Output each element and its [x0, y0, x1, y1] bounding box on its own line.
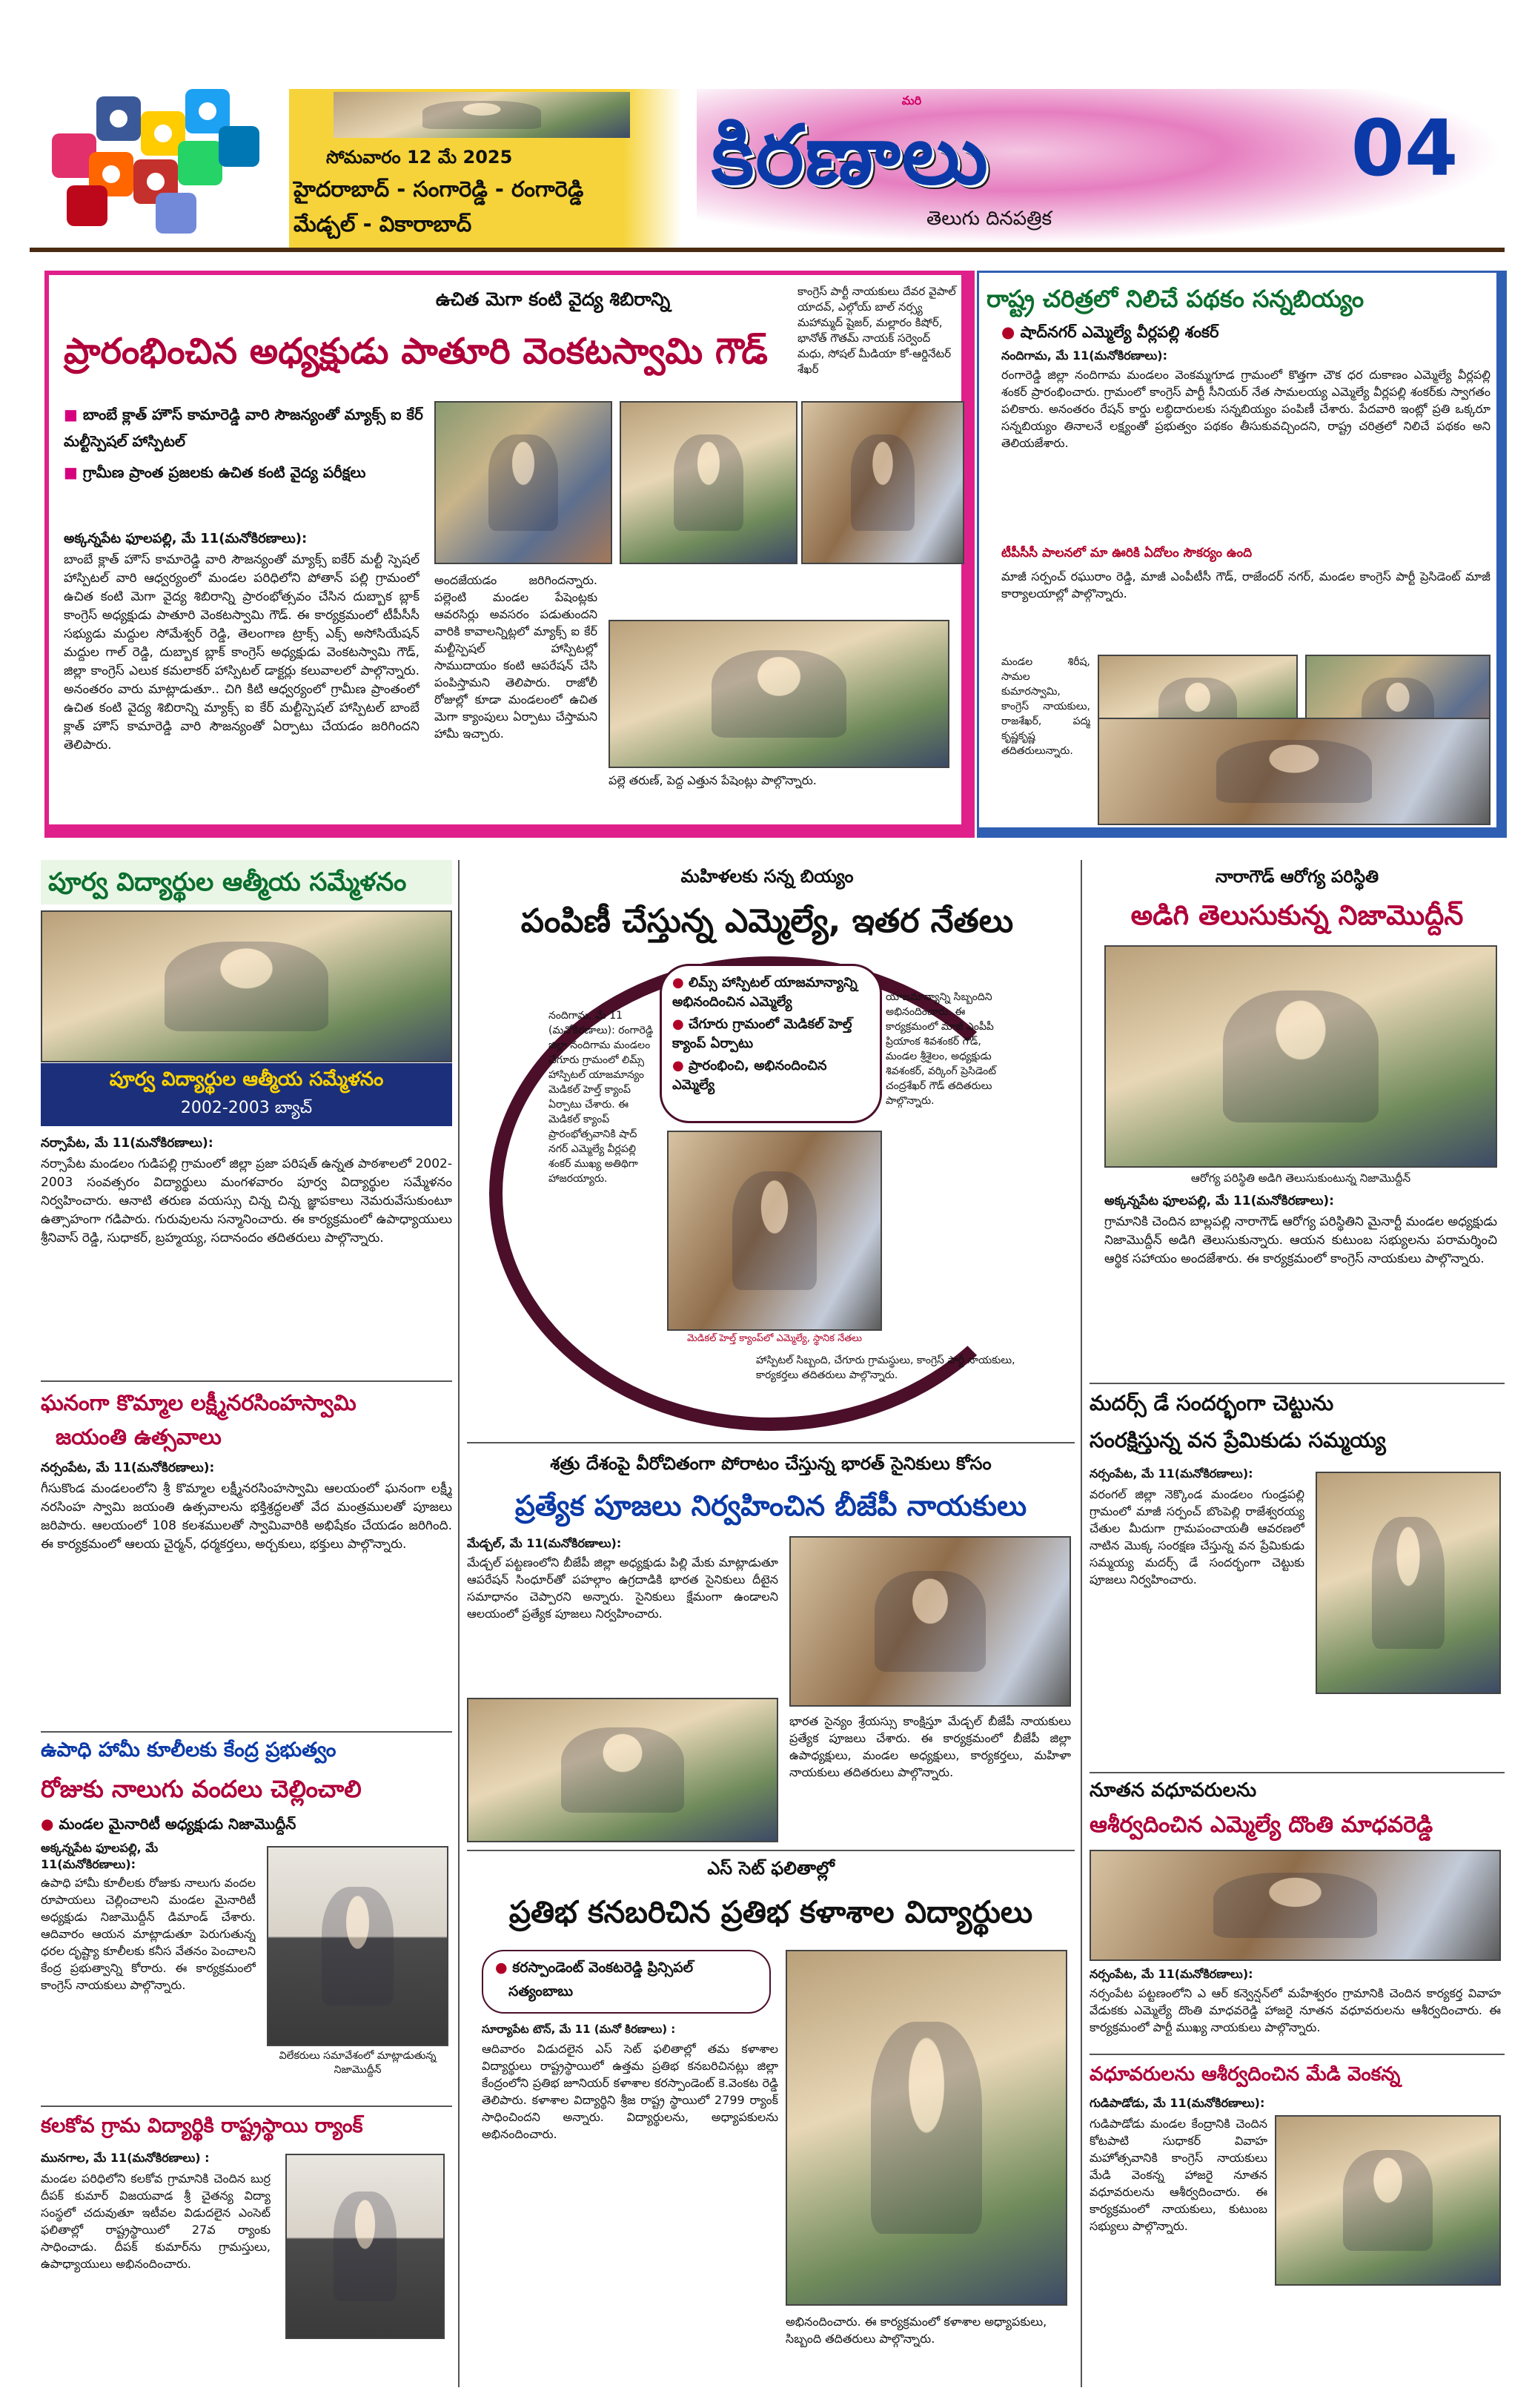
masthead-divider — [30, 248, 1505, 252]
bullet-item: ● చేగూరు గ్రామంలో మెడికల్ హెల్త్ క్యాంప్ ఏర్పాటు — [672, 1015, 869, 1054]
story-body: ఉపాధి హామీ కూలీలకు రోజుకు నాలుగు వందల రూపాయలు చెల్లించాలని మండల మైనారిటీ అధ్యక్షుడు నిజామొద్దీన్ డిమాండ్ చేశారు. ఆదివారం ఆయన మాట్లాడుతూ పెరుగుతున్న ధరల దృష్ట్యా కూలీలకు కనీస వేతనం పెంచాలని కేంద్ర ప్రభుత్వాన్ని కోరారు. ఈ కార్యక్రమంలో కాంగ్రెస్ నాయకులు పాల్గొన్నారు. — [41, 1876, 256, 1992]
dateline: అక్కన్నపేట ఫూలపల్లి, మే 11(మనోకిరణాలు): — [64, 531, 308, 546]
cityscape-photo — [334, 92, 630, 138]
story-body: గుడిపాడోడు మండల కేంద్రానికి చెందిన కోటపాటి సుధాకర్ వివాహ మహోత్సవానికి కాంగ్రెస్ నాయకులు మేడి వెంకన్న హాజరై నూతన వధూవరులను ఆశీర్వదించారు. ఈ కార్యక్రమంలో నాయకులు, కుటుంబ సభ్యులు పాల్గొన్నారు. — [1090, 2117, 1267, 2233]
social-media-cubes-icon — [44, 82, 267, 237]
story-college-results — [467, 1853, 1075, 2387]
story-nrega-wages — [41, 1735, 452, 2106]
story-fine-rice — [977, 271, 1507, 838]
column-rule — [1081, 860, 1082, 2387]
social-icons-graphic — [44, 82, 267, 237]
story-mla-blessing — [1090, 1776, 1505, 2054]
subhead-box — [482, 1950, 771, 2014]
story-body: నర్సంపేట పట్టణంలోని ఎ ఆర్ కన్వెన్షన్‌లో మహేశ్వరం గ్రామానికి చెందిన కార్యకర్త వివాహ వేడుకకు ఎమ్మెల్యే దొంతి మాధవరెడ్డి హాజరై నూతన వధూవరులను ఆశీర్వదించారు. ఈ కార్యక్రమంలో పార్టీ ముఖ్య నాయకులు పాల్గొన్నారు. — [1090, 1986, 1501, 2034]
story-eye-camp — [44, 271, 975, 838]
bullet-item: ■ బాంబే క్లాత్ హౌస్ కామారెడ్డి వారి సౌజన్యంతో మ్యాక్స్ ఐ కేర్ మల్టీస్పెషల్ హాస్పిటల్ — [64, 401, 427, 454]
story-side-text: కాంగ్రెస్ పార్టీ నాయకులు దేవర వైపాల్ యాదవ్, ఎల్గోయ్ బాల్ నర్స్య మహామ్మద్ షైజర్, మల్లారం కిషోర్, భానోత్ గౌతమ్ నాయక్ సర్వెంద్ మధు, సోషల్ మీడియా కో-ఆర్డినేటర్ శేఖర్ — [797, 285, 956, 376]
photo-caption: ఆరోగ్య పరిస్థితి అడిగి తెలుసుకుంటున్న నిజామొద్దీన్ — [1190, 1171, 1411, 1185]
newspaper-logo: కిరణాలు — [712, 108, 989, 202]
dateline: అక్కన్నపేట ఫూలపల్లి, మే 11(మనోకిరణాలు): — [41, 1841, 159, 1871]
story-body-left: నందిగామ, మే 11 (మనోకిరణాలు): రంగారెడ్డి జిల్లా నందిగామ మండలం చేగూరు గ్రామంలో లిమ్స్ హాస్పిటల్ యాజమాన్యం మెడికల్ హెల్త్ క్యాంప్ ఏర్పాటు చేశారు. ఈ మెడికల్ క్యాంప్ ప్రారంభోత్సవానికి షాద్ నగర్ ఎమ్మెల్యే వీర్లపల్లి శంకర్ ముఖ్య అతిథిగా హాజరయ్యారు. — [548, 1010, 654, 1185]
story-bjp-puja — [467, 1446, 1075, 1846]
story-temple-jayanthi — [41, 1386, 452, 1727]
photo-caption: విలేకరులు సమావేశంలో మాట్లాడుతున్న నిజామొద్దీన్ — [279, 2050, 437, 2076]
story-alumni — [41, 860, 452, 1379]
photo-alumni-group — [41, 910, 452, 1062]
row-rule — [41, 2106, 452, 2107]
story-body: బాంబే క్లాత్ హౌస్ కామారెడ్డి వారి సౌజన్యంతో మ్యాక్స్ ఐకేర్ మల్టీ స్పెషల్ హాస్పిటల్ వారి ఆధ్వర్యంలో మండల పరిధిలోని పోతాన్ పల్లి గ్రామంలో ఉచిత కంటి మెగా వైద్య శిబిరాన్ని ప్రారంభోత్సవం చేసిన దుబ్బాక బ్లాక్ కాంగ్రెస్ అధ్యక్షుడు పాతూరి వెంకటస్వామి గౌడ్. ఈ కార్యక్రమంలో టీపీసీసీ సభ్యుడు మద్దుల సోమేశ్వర్ రెడ్డి, తెలంగాణ ట్రాక్స్ ఎక్స్ అసోసియేషన్ మద్దుల గాల్ రెడ్డి, దుబ్బాక బ్లాక్ కాంగ్రెస్ అధ్యక్షుడు వెంకటస్వామి గౌడ్, జిల్లా కాంగ్రెస్ ఎలుక కమలాకర్ హాస్పిటల్ డాక్టర్లు కలువాలలో పాల్గొన్నారు. అనంతరం వారు మాట్లాడుతూ.. చిగి కిటి ఆధ్వర్యంలో గ్రామీణ ప్రాంతంలో ఉచిత కంటి వైద్య శిబిరాన్ని మ్యాక్స్ ఐ కేర్ మల్టీస్పెషల్ హాస్పిటల్ బాంబే క్లాత్ హౌస్ కామారెడ్డి వారి సౌజన్యంతో ఏర్పాటు చేయడం జరిగిందని తెలిపారు. — [64, 552, 420, 752]
story-subhead-2: సత్యంబాబు — [508, 1983, 574, 2000]
story-headline: వధూవరులను ఆశీర్వదించిన మేడి వెంకన్న — [1090, 2063, 1401, 2086]
story-body: గ్రామానికి చెందిన బాల్లపల్లి నారాగౌడ్ ఆరోగ్య పరిస్థితిని మైనార్టీ మండల అధ్యక్షుడు నిజామొద్దీన్ అడిగి తెలుసుకున్నారు. ఆయన కుటుంబ సభ్యులను పరామర్శించి ఆర్థిక సహాయం అందజేశారు. ఈ కార్యక్రమంలో కాంగ్రెస్ నాయకులు పాల్గొన్నారు. — [1104, 1214, 1497, 1266]
story-headline-2: రోజుకు నాలుగు వందలు చెల్లించాలి — [41, 1775, 362, 1803]
story-body: మేడ్చల్ పట్టణంలోని బీజేపీ జిల్లా అధ్యక్షుడు పిల్లి మేకు మాట్లాడుతూ ఆపరేషన్ సింధూర్‌తో పహల్గాం ఉగ్రదాడికి భారత సైనికులు దీటైన సమాధానం చెప్పారని అన్నారు. సైనికులు క్షేమంగా ఉండాలని ఆలయంలో ప్రత్యేక పూజలు నిర్వహించారు. — [467, 1555, 778, 1621]
photo-ribbon-cutting-1 — [434, 401, 612, 564]
row-rule — [1090, 2054, 1505, 2055]
photo-felicitation — [609, 620, 949, 768]
page-number: 04 — [1350, 103, 1459, 194]
alumni-banner-sub: 2002-2003 బ్యాచ్ — [180, 1099, 313, 1117]
regions-line-2: మేడ్చల్ - వికారాబాద్ — [294, 211, 472, 236]
row-rule — [1090, 1383, 1505, 1384]
story-headline: ప్రతిభ కనబరిచిన ప్రతిభ కళాశాల విద్యార్థులు — [508, 1894, 1033, 1930]
dateline: నర్సంపేట, మే 11(మనోకిరణాలు): — [1090, 1967, 1253, 1981]
story-medi-venkanna — [1090, 2057, 1505, 2384]
logo-tagline-small: మరి — [901, 93, 922, 108]
story-headline-2: జయంతి ఉత్సవాలు — [56, 1424, 222, 1449]
story-body: వరంగల్ జిల్లా నెక్కొండ మండలం గుండ్రపల్లి గ్రామంలో మాజీ సర్పంచ్ బొంపెల్లి రాజేశ్వరయ్య చేతుల మీదుగా గ్రామపంచాయతీ ఆవరణలో నాటిన మొక్క సంరక్షణ చేస్తున్న వన ప్రేమికుడు సమ్మయ్య మదర్స్ డే సందర్భంగా చెట్టుకు పూజలు నిర్వహించారు. — [1090, 1487, 1304, 1587]
story-kicker: మహిళలకు సన్న బియ్యం — [680, 866, 854, 887]
story-headline-2: సంరక్షిస్తున్న వన ప్రేమికుడు సమ్మయ్య — [1090, 1428, 1386, 1452]
regions-line-1: హైదరాబాద్ - సంగారెడ్డి - రంగారెడ్డి — [294, 176, 584, 202]
story-kicker: నారాగౌడ్ ఆరోగ్య పరిస్థితి — [1215, 867, 1379, 887]
story-headline: పూర్వ విద్యార్థుల ఆత్మీయ సమ్మేళనం — [41, 860, 452, 904]
bullet-item: ■ గ్రామీణ ప్రాంత ప్రజలకు ఉచిత కంటి వైద్య పరీక్షలు — [64, 459, 427, 486]
bullet-box — [660, 964, 882, 1123]
photo-caption: మెడికల్ హెల్త్ క్యాంప్‌లో ఎమ్మెల్యే, స్థానిక నేతలు — [686, 1333, 863, 1344]
row-rule — [467, 1850, 1075, 1851]
dateline: నర్సంపేట, మే 11(మనోకిరణాలు): — [41, 1461, 215, 1475]
photo-temple-puja-1 — [789, 1536, 1071, 1707]
story-body: ఆదివారం విడుదలైన ఎస్ సెట్ ఫలితాల్లో తమ కళాశాల విద్యార్థులు రాష్ట్రస్థాయిలో ఉత్తమ ప్రతిభ కనబరిచినట్లు జిల్లా కేంద్రంలోని ప్రతిభ జూనియర్ కళాశాల కరస్పాండెంట్ కె.వెంకట రెడ్డి తెలిపారు. కళాశాల విద్యార్థిని శ్రీజ రాష్ట్ర స్థాయిలో 2799 ర్యాంక్ సాధించిందని అన్నారు. విద్యార్థులను, అధ్యాపకులను అభినందించారు. — [482, 2042, 778, 2141]
story-kicker: నూతన వధూవరులను — [1090, 1779, 1257, 1802]
story-headline: కలకోవ గ్రామ విద్యార్థికి రాష్ట్రస్థాయి ర్యాంక్ — [41, 2114, 363, 2137]
photo-wedding-mla — [1090, 1850, 1501, 1961]
photo-tree-care — [1316, 1472, 1501, 1694]
story-body-2: భారత సైన్యం శ్రేయస్సు కాంక్షిస్తూ మేడ్చల్ బీజేపీ నాయకులు ప్రత్యేక పూజలు చేశారు. ఈ కార్యక్రమంలో బీజేపీ జిల్లా ఉపాధ్యక్షులు, మండల అధ్యక్షులు, కార్యకర్తలు, మహిళా నాయకులు తదితరులు పాల్గొన్నారు. — [789, 1714, 1071, 1779]
dateline: నర్సాపేట, మే 11(మనోకిరణాలు): — [41, 1136, 213, 1151]
pull-quote: టీపీసీసీ పాలనలో మా ఊరికి ఏదోలం సౌకర్యం ఉంది — [1001, 546, 1253, 560]
newspaper-subtitle: తెలుగు దినపత్రిక — [926, 208, 1052, 230]
story-bullets — [64, 401, 427, 520]
row-rule — [467, 1442, 1075, 1443]
logo-area — [697, 89, 1505, 245]
dateline: గుడిపాడోడు, మే 11(మనోకిరణాలు): — [1090, 2096, 1265, 2110]
story-subhead: ● షాద్‌నగర్ ఎమ్మెల్యే వీర్లపల్లి శంకర్ — [1001, 323, 1476, 345]
dateline: నందిగామ, మే 11(మనోకిరణాలు): — [1001, 348, 1167, 363]
story-body-2: మాజీ సర్పంచ్ రఘురాం రెడ్డి, మాజీ ఎంపీటీసీ గౌడ్, రాజేందర్ నగర్, మండల కాంగ్రెస్ పార్టీ ప్రెసిడెంట్ మాజీ కార్యాలయాల్లో పాల్గొన్నారు. — [1001, 569, 1490, 601]
story-state-rank — [41, 2109, 452, 2391]
photo-temple-group — [467, 1698, 778, 1842]
story-mothers-day-tree — [1090, 1386, 1505, 1772]
photo-caption: పల్లె తరుణ్, పెద్ద ఎత్తున పేషెంట్లు పాల్గొన్నారు. — [609, 773, 817, 787]
row-rule — [41, 1380, 452, 1382]
photo-student-portrait — [285, 2154, 445, 2339]
story-body: గీసుకొండ మండలంలోని శ్రీ కొమ్మాల లక్ష్మీనరసింహస్వామి ఆలయంలో ఘనంగా లక్ష్మీ నరసింహ స్వామి జయంతి ఉత్సవాలను భక్తిశ్రద్ధలతో వేద మంత్రములతో పూజలు జరిపారు. ఆలయంలో 108 కలశములతో స్వామివారికి అభిషేకం చేయడం జరిగింది. ఈ కార్యక్రమంలో ఆలయ చైర్మన్, ధర్మకర్తలు, అర్చకులు, భక్తులు పాల్గొన్నారు. — [41, 1481, 452, 1552]
photo-rice-distribution-3 — [1098, 718, 1490, 825]
date-line: సోమవారం 12 మే 2025 — [326, 147, 513, 168]
story-headline: అడిగి తెలుసుకున్న నిజామొద్దీన్ — [1130, 899, 1464, 931]
story-headline-1: మదర్స్ డే సందర్భంగా చెట్టును — [1090, 1391, 1334, 1415]
row-rule — [1090, 1772, 1505, 1773]
masthead — [0, 0, 1532, 252]
photo-eye-checkup — [801, 401, 964, 564]
date-region-band — [289, 89, 682, 248]
story-headline: పంపిణీ చేస్తున్న ఎమ్మెల్యే, ఇతర నేతలు — [520, 902, 1014, 940]
dateline: మేడ్చల్, మే 11(మనోకిరణాలు): — [467, 1536, 622, 1550]
alumni-banner — [41, 1063, 452, 1126]
photo-caption: అభినందించారు. ఈ కార్యక్రమంలో కళాశాల అధ్యాపకులు, సిబ్బంది తదితరులు పాల్గొన్నారు. — [786, 2315, 1047, 2346]
story-body: మండల పరిధిలోని కలకోవ గ్రామానికి చెందిన బుర్ర దీపక్ కుమార్ విజయవాడ శ్రీ చైతన్య విద్యా సంస్థలో చదువుతూ ఇటీవల విడుదలైన ఎంసెట్ ఫలితాల్లో రాష్ట్రస్థాయిలో 27వ ర్యాంకు సాధించాడు. దీపక్ కుమార్‌ను గ్రామస్తులు, ఉపాధ్యాయులు అభినందించారు. — [41, 2172, 271, 2271]
story-medical-camp — [467, 860, 1067, 1438]
story-kicker: ఎస్ సెట్ ఫలితాల్లో — [707, 1858, 835, 1879]
photo-nizamuddin-portrait — [267, 1846, 448, 2046]
story-body-bottom: హాస్పిటల్ సిబ్బంది, చేగూరు గ్రామస్థులు, కాంగ్రెస్ పార్టీ నాయకులు, కార్యకర్తలు తదితరులు పాల్గొన్నారు. — [756, 1354, 1015, 1381]
story-headline: ఆశీర్వదించిన ఎమ్మెల్యే దొంతి మాధవరెడ్డి — [1090, 1812, 1433, 1838]
story-headline: రాష్ట్ర చరిత్రలో నిలిచే పథకం సన్నబియ్యం — [986, 285, 1364, 313]
story-body-right: యాజమాన్యాన్ని సిబ్బందిని అభినందించారు. ఈ కార్యక్రమంలో మాజీ ఎంపీపీ ప్రియాంక శివశంకర్ గౌడ్, మండల శ్రీశైలం, అధ్యక్షుడు శివశంకర్, వర్కింగ్ ప్రెసిడెంట్ చంద్రశేఖర్ గౌడ్ తదితరులు పాల్గొన్నారు. — [886, 991, 997, 1107]
photo-health-visit — [1104, 945, 1497, 1168]
dateline: అక్కన్నపేట ఫూలపల్లి, మే 11(మనోకిరణాలు): — [1104, 1194, 1334, 1208]
story-health-inquiry — [1090, 860, 1505, 1379]
story-headline-1: ఉపాధి హామీ కూలీలకు కేంద్ర ప్రభుత్వం — [41, 1739, 336, 1762]
story-headline: ప్రారంభించిన అధ్యక్షుడు పాతూరి వెంకటస్వామి గౌడ్ — [64, 331, 768, 372]
photo-wedding-venkanna — [1275, 2115, 1501, 2286]
story-kicker: ఉచిత మెగా కంటి వైద్య శిబిరాన్ని — [435, 288, 671, 310]
story-subhead-1: ● కరస్పాండెంట్ వెంకటరెడ్డి ప్రిన్సిపల్ — [495, 1956, 757, 1979]
dateline: సూర్యాపేట టౌన్, మే 11 (మనో కిరణాలు) : — [482, 2022, 676, 2036]
photo-medical-camp — [667, 1131, 882, 1331]
story-caption-column: మండల శిరీష, సామల కుమారస్వామి, కాంగ్రెస్ నాయకులు, రాజశేఖర్, పద్మ కృష్ణకృష్ణ తదితరులున్నారు. — [1001, 656, 1090, 757]
alumni-banner-title: పూర్వ విద్యార్థుల ఆత్మీయ సమ్మేళనం — [109, 1068, 384, 1091]
photo-ribbon-cutting-2 — [620, 401, 797, 564]
story-body: నర్సాపేట మండలం గుడిపల్లి గ్రామంలో జిల్లా ప్రజా పరిషత్ ఉన్నత పాఠశాలలో 2002-2003 సంవత్సరం విద్యార్థులు మంగళవారం పూర్వ విద్యార్థుల సమ్మేళనం నిర్వహించారు. ఆనాటి తరుణ వయస్సు చిన్న చిన్న జ్ఞాపకాలు నెమరువేసుకుంటూ ఉత్సాహంగా గడిపారు. గురువులను సన్మానించారు. ఈ కార్యక్రమంలో ఉపాధ్యాయులు శ్రీనివాస్ రెడ్డి, సుధాకర్, బ్రహ్మయ్య, సదానందం తదితరులు పాల్గొన్నారు. — [41, 1157, 452, 1246]
story-headline-1: శత్రు దేశంపై వీరోచితంగా పోరాటం చేస్తున్న భారత్ సైనికులు కోసం — [550, 1453, 992, 1474]
story-subhead: ● మండల మైనారిటీ అధ్యక్షుడు నిజామొద్దీన్ — [41, 1815, 452, 1837]
story-headline-2: ప్రత్యేక పూజలు నిర్వహించిన బీజేపీ నాయకులు — [514, 1489, 1027, 1522]
column-rule — [458, 860, 460, 2387]
row-rule — [41, 1731, 452, 1733]
dateline: మునగాల, మే 11(మనోకిరణాలు) : — [41, 2151, 210, 2165]
dateline: నర్సంపేట, మే 11(మనోకిరణాలు): — [1090, 1466, 1253, 1481]
story-body: రంగారెడ్డి జిల్లా నందిగామ మండలం వెంకమ్మగూడ గ్రామంలో కొత్తగా చౌక ధర దుకాణం ఎమ్మెల్యే వీర్లపల్లి శంకర్ ప్రారంభించారు. గ్రామంలో కాంగ్రెస్ పార్టీ సీనియర్ నేత సామలయ్య ఎమ్మెల్యే వీర్లపల్లి శంకర్‌కు స్వాగతం పలికారు. అనంతరం రేషన్ కార్డు లబ్ధిదారులకు సన్నబియ్యం పంపిణీ చేశారు. పేదవారి ఇంట్లో ప్రతి ఒక్కరూ సన్నబియ్యం తినాలనే లక్ష్యంతో ప్రభుత్వం పథకం తీసుకువచ్చిందని, రాష్ట్ర చరిత్రలో నిలిచే పథకం అని తెలియజేశారు. — [1001, 368, 1490, 450]
photo-college-students — [786, 1950, 1067, 2306]
bullet-item: ● లిమ్స్ హాస్పిటల్ యాజమాన్యాన్ని అభినందించిన ఎమ్మెల్యే — [672, 973, 869, 1012]
story-headline-1: ఘనంగా కొమ్మాల లక్ష్మీనరసింహస్వామి — [41, 1390, 357, 1415]
bullet-item: ● ప్రారంభించి, అభినందించిన ఎమ్మెల్యే — [672, 1056, 869, 1095]
story-body-col2: అందజేయడం జరిగిందన్నారు. పల్లెంటి మండల పేషెంట్లకు ఆవరసిర్లు అవసరం పడుతుందని వారికి కావాలన్నిట్లలో మ్యాక్స్ ఐ కేర్ మల్టీస్పెషల్ హాస్పిటల్లో సాముదాయం కంటి ఆపరేషన్ చేసి పంపిస్తామని తెలిపారు. రాజోలీ రోజుల్లో కూడా మండలంలో ఉచిత మెగా క్యాంపులు ఏర్పాటు చేస్తామని హామీ ఇచ్చారు. — [434, 573, 597, 741]
